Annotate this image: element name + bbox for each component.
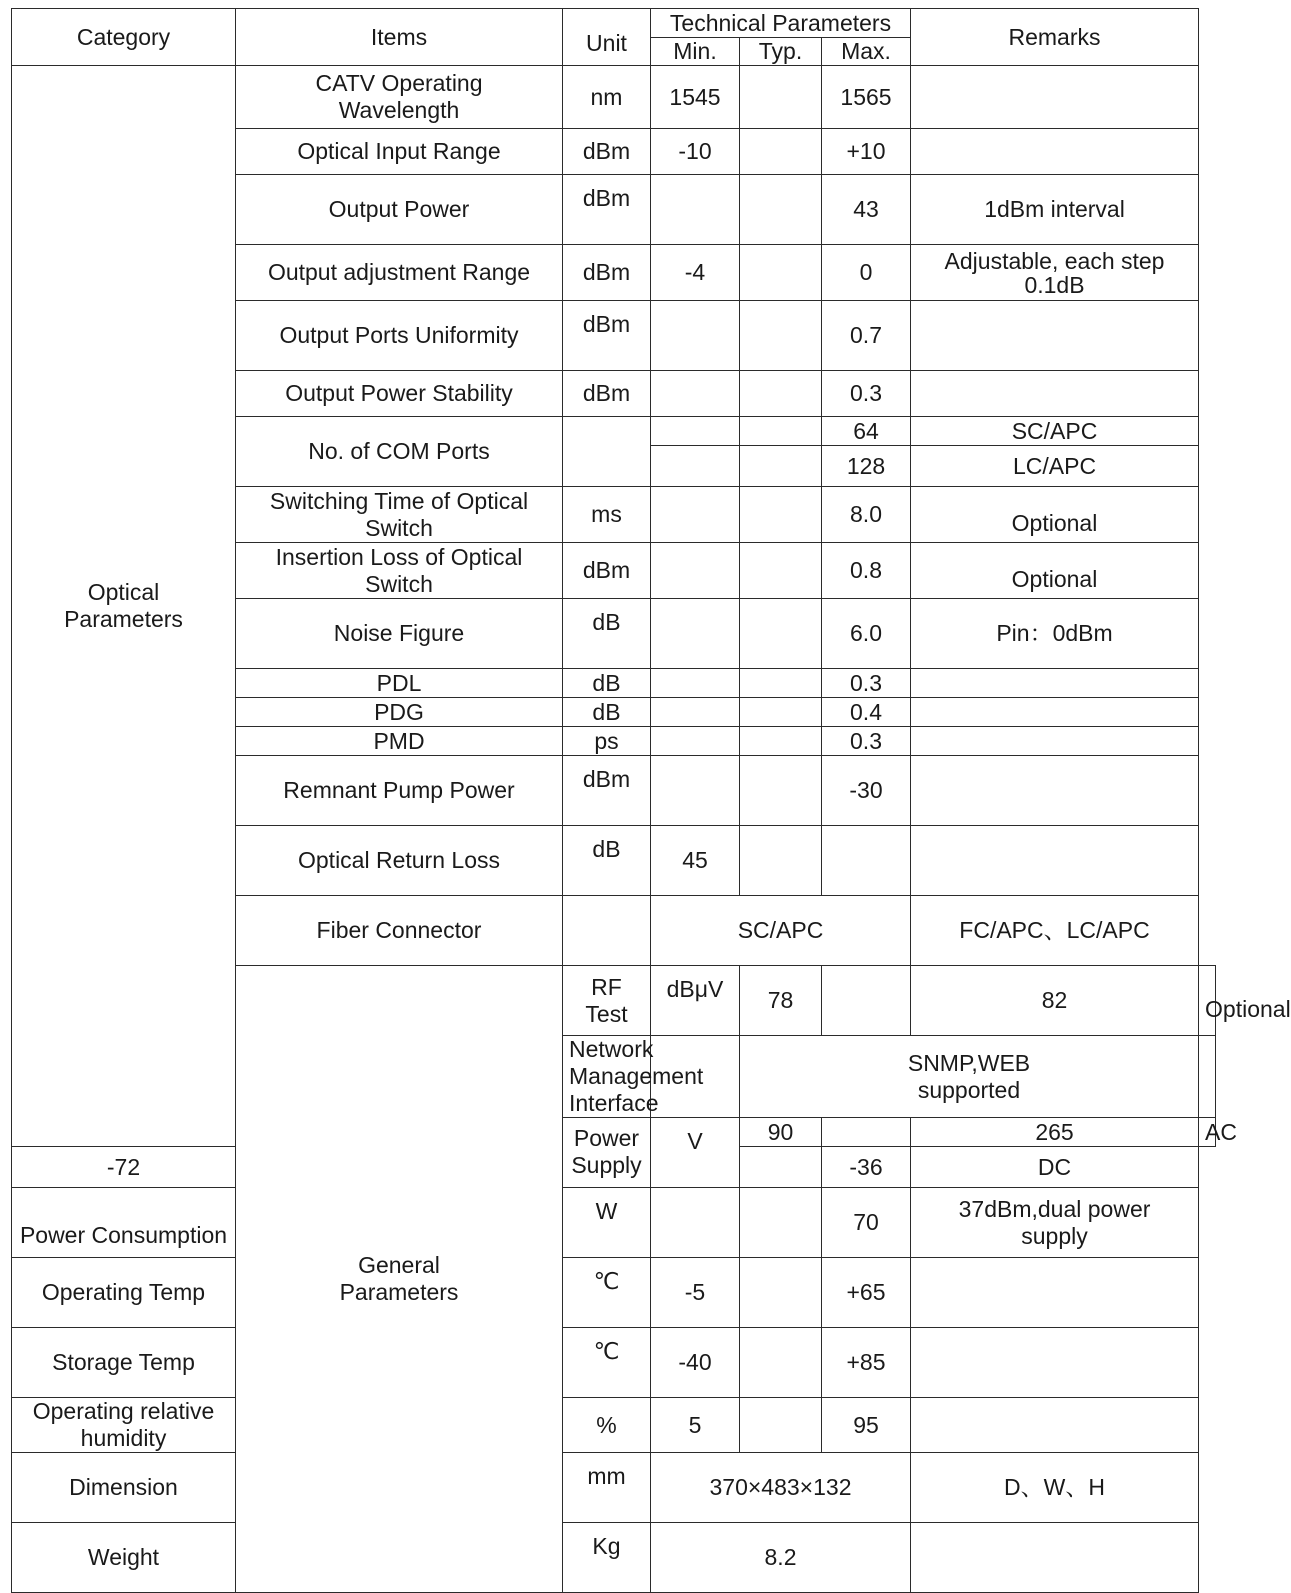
typ-cell	[740, 487, 822, 543]
item-cell: Storage Temp	[12, 1328, 236, 1398]
remarks-cell	[911, 826, 1199, 896]
item-cell: Operating Temp	[12, 1258, 236, 1328]
remarks-cell	[911, 66, 1199, 129]
remarks-cell	[911, 727, 1199, 756]
min-cell: -72	[12, 1147, 236, 1188]
unit-cell: Kg	[563, 1523, 651, 1593]
max-cell: 0.8	[822, 543, 911, 599]
unit-cell: dBm	[563, 245, 651, 301]
remarks-cell	[911, 301, 1199, 371]
max-cell: 82	[911, 966, 1199, 1036]
remarks-cell	[911, 1523, 1199, 1593]
max-cell: 0.7	[822, 301, 911, 371]
max-cell: 0	[822, 245, 911, 301]
min-cell	[651, 1188, 740, 1258]
remarks-cell: D、W、H	[911, 1453, 1199, 1523]
typ-cell	[740, 1398, 822, 1453]
header-items: Items	[236, 9, 563, 66]
item-cell: Network Management Interface	[563, 1036, 651, 1118]
header-remarks: Remarks	[911, 9, 1199, 66]
remarks-cell	[911, 669, 1199, 698]
item-cell: Insertion Loss of Optical Switch	[236, 543, 563, 599]
min-cell: -4	[651, 245, 740, 301]
max-cell: 265	[911, 1118, 1199, 1147]
typ-cell	[740, 129, 822, 175]
item-cell: No. of COM Ports	[236, 417, 563, 487]
remarks-cell	[1199, 1036, 1216, 1118]
min-cell	[651, 543, 740, 599]
max-cell: 128	[822, 446, 911, 487]
unit-cell: mm	[563, 1453, 651, 1523]
category-general: General Parameters	[236, 966, 563, 1593]
typ-cell	[822, 1118, 911, 1147]
item-cell: PMD	[236, 727, 563, 756]
table-row	[12, 1398, 1216, 1453]
item-cell: PDL	[236, 669, 563, 698]
table-row	[12, 1523, 1216, 1593]
item-cell: Power Consumption	[12, 1188, 236, 1258]
remarks-cell: FC/APC、LC/APC	[911, 896, 1199, 966]
remarks-cell: Optional	[911, 487, 1199, 543]
typ-cell	[740, 698, 822, 727]
typ-cell	[740, 599, 822, 669]
remarks-cell: 37dBm,dual power supply	[911, 1188, 1199, 1258]
item-cell: Optical Return Loss	[236, 826, 563, 896]
max-cell: 6.0	[822, 599, 911, 669]
unit-cell: dBm	[563, 175, 651, 245]
typ-cell	[740, 417, 822, 446]
unit-cell: nm	[563, 66, 651, 129]
remarks-cell: AC	[1199, 1118, 1216, 1147]
min-cell: 78	[740, 966, 822, 1036]
unit-cell	[563, 417, 651, 487]
min-cell	[651, 175, 740, 245]
header-technical-parameters: Technical Parameters	[651, 9, 911, 38]
min-cell	[651, 599, 740, 669]
header-category: Category	[12, 9, 236, 66]
min-cell: -5	[651, 1258, 740, 1328]
remarks-cell: Optional	[1199, 966, 1216, 1036]
typ-cell	[740, 245, 822, 301]
unit-cell: V	[651, 1118, 740, 1188]
unit-cell: ℃	[563, 1328, 651, 1398]
unit-cell: dBm	[563, 129, 651, 175]
unit-cell: dB	[563, 599, 651, 669]
min-cell: -10	[651, 129, 740, 175]
remarks-cell: 1dBm interval	[911, 175, 1199, 245]
max-cell: 64	[822, 417, 911, 446]
max-cell: 1565	[822, 66, 911, 129]
max-cell: +10	[822, 129, 911, 175]
typ-cell	[740, 826, 822, 896]
item-cell: Output adjustment Range	[236, 245, 563, 301]
table-row	[12, 1453, 1216, 1523]
typ-cell	[740, 543, 822, 599]
min-cell	[651, 371, 740, 417]
typ-cell	[822, 966, 911, 1036]
min-cell	[651, 417, 740, 446]
item-cell: Optical Input Range	[236, 129, 563, 175]
unit-cell: dBm	[563, 371, 651, 417]
item-cell: Output Power Stability	[236, 371, 563, 417]
typ-cell	[740, 1258, 822, 1328]
min-cell	[651, 487, 740, 543]
typ-cell	[740, 1188, 822, 1258]
header-min: Min.	[651, 38, 740, 66]
remarks-cell: LC/APC	[911, 446, 1199, 487]
remarks-cell: Optional	[911, 543, 1199, 599]
max-cell: 8.0	[822, 487, 911, 543]
max-cell: -36	[822, 1147, 911, 1188]
item-cell: Output Ports Uniformity	[236, 301, 563, 371]
max-cell: 0.3	[822, 371, 911, 417]
max-cell: 95	[822, 1398, 911, 1453]
min-cell: 90	[740, 1118, 822, 1147]
max-cell: 70	[822, 1188, 911, 1258]
min-cell	[651, 756, 740, 826]
item-cell: PDG	[236, 698, 563, 727]
unit-cell: dB	[563, 698, 651, 727]
max-cell: 43	[822, 175, 911, 245]
table-row	[12, 1328, 1216, 1398]
item-cell: Output Power	[236, 175, 563, 245]
item-cell: Noise Figure	[236, 599, 563, 669]
remarks-cell	[911, 698, 1199, 727]
min-cell: 45	[651, 826, 740, 896]
max-cell: +85	[822, 1328, 911, 1398]
unit-cell	[563, 896, 651, 966]
typ-cell	[740, 1147, 822, 1188]
value-cell: 370×483×132	[651, 1453, 911, 1523]
table-row	[12, 1258, 1216, 1328]
typ-cell	[740, 1328, 822, 1398]
item-cell: CATV Operating Wavelength	[236, 66, 563, 129]
unit-cell: dB	[563, 826, 651, 896]
item-cell: Switching Time of Optical Switch	[236, 487, 563, 543]
remarks-cell	[911, 1328, 1199, 1398]
unit-cell: dBm	[563, 543, 651, 599]
remarks-cell: DC	[911, 1147, 1199, 1188]
min-cell: -40	[651, 1328, 740, 1398]
unit-cell: dB	[563, 669, 651, 698]
item-cell: RF Test	[563, 966, 651, 1036]
unit-cell: dBm	[563, 301, 651, 371]
spec-table	[11, 8, 1291, 1593]
item-cell: Remnant Pump Power	[236, 756, 563, 826]
header-typ: Typ.	[740, 38, 822, 66]
typ-cell	[740, 301, 822, 371]
unit-cell: dBμV	[651, 966, 740, 1036]
typ-cell	[740, 727, 822, 756]
remarks-cell	[911, 1398, 1199, 1453]
table-row	[12, 1188, 1216, 1258]
max-cell: -30	[822, 756, 911, 826]
remarks-cell	[911, 371, 1199, 417]
category-optical: Optical Parameters	[12, 66, 236, 1147]
remarks-cell: Adjustable, each step 0.1dB	[911, 245, 1199, 301]
item-cell: Fiber Connector	[236, 896, 563, 966]
max-cell: +65	[822, 1258, 911, 1328]
value-cell: 8.2	[651, 1523, 911, 1593]
header-max: Max.	[822, 38, 911, 66]
typ-cell	[740, 66, 822, 129]
min-cell: 5	[651, 1398, 740, 1453]
min-cell	[651, 446, 740, 487]
unit-cell: ℃	[563, 1258, 651, 1328]
remarks-cell	[911, 756, 1199, 826]
header-unit: Unit	[563, 9, 651, 66]
item-cell: Weight	[12, 1523, 236, 1593]
item-cell: Operating relative humidity	[12, 1398, 236, 1453]
max-cell: 0.3	[822, 669, 911, 698]
unit-cell: %	[563, 1398, 651, 1453]
item-cell: Dimension	[12, 1453, 236, 1523]
unit-cell: W	[563, 1188, 651, 1258]
max-cell: 0.3	[822, 727, 911, 756]
item-cell: Power Supply	[563, 1118, 651, 1188]
header-row-1	[12, 9, 1216, 38]
value-cell: SC/APC	[651, 896, 911, 966]
unit-cell: dBm	[563, 756, 651, 826]
typ-cell	[740, 446, 822, 487]
typ-cell	[740, 669, 822, 698]
value-cell: SNMP,WEB supported	[740, 1036, 1199, 1118]
min-cell	[651, 301, 740, 371]
unit-cell: ps	[563, 727, 651, 756]
min-cell	[651, 698, 740, 727]
remarks-cell	[911, 1258, 1199, 1328]
min-cell: 1545	[651, 66, 740, 129]
remarks-cell: Pin：0dBm	[911, 599, 1199, 669]
remarks-cell	[911, 129, 1199, 175]
min-cell	[651, 669, 740, 698]
max-cell: 0.4	[822, 698, 911, 727]
remarks-cell: SC/APC	[911, 417, 1199, 446]
min-cell	[651, 727, 740, 756]
typ-cell	[740, 756, 822, 826]
max-cell	[822, 826, 911, 896]
unit-cell: ms	[563, 487, 651, 543]
typ-cell	[740, 371, 822, 417]
typ-cell	[740, 175, 822, 245]
table-row	[12, 66, 1216, 129]
